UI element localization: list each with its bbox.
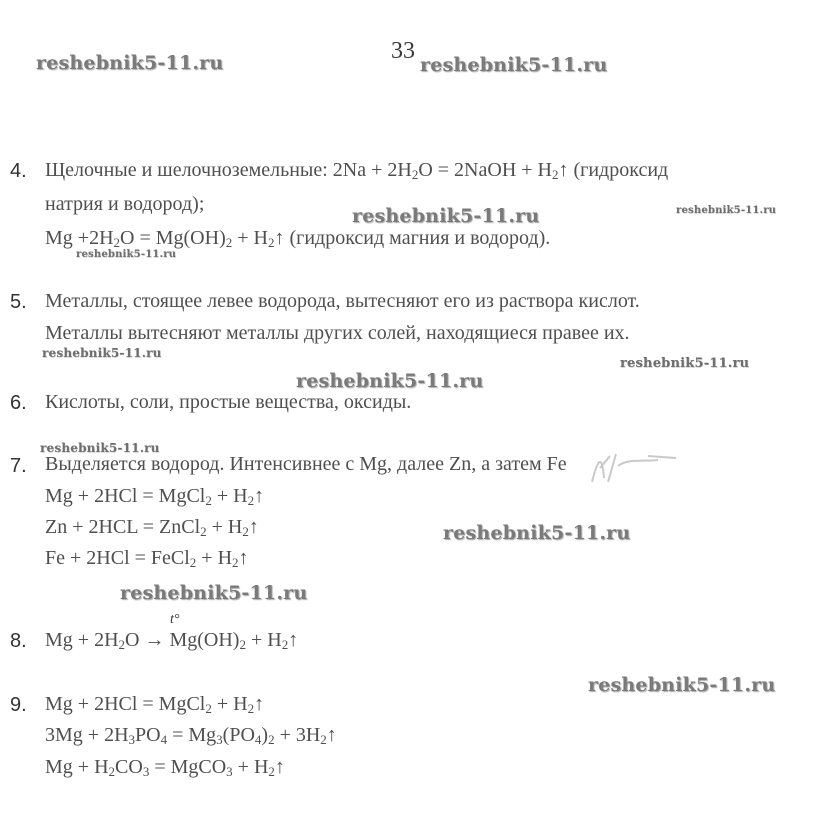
item-6-line-1: Кислоты, соли, простые вещества, оксиды. — [45, 391, 412, 413]
item-number-5: 5. — [10, 291, 27, 313]
watermark: reshebnik5-11.ru — [420, 54, 608, 76]
watermark: reshebnik5-11.ru — [588, 674, 776, 696]
watermark: reshebnik5-11.ru — [40, 441, 160, 455]
watermark: reshebnik5-11.ru — [620, 356, 750, 371]
watermark: reshebnik5-11.ru — [76, 249, 177, 260]
scribble-mark — [588, 448, 698, 488]
item-7-line-1: Выделяется водород. Интенсивнее с Mg, далее Zn, а затем Fe — [45, 453, 567, 475]
reaction-arrow: → — [144, 629, 165, 651]
item-7-line-3: Zn + 2HCL = ZnCl$_2$ + $H_2↑$ — [45, 516, 259, 539]
watermark: reshebnik5-11.ru — [352, 205, 540, 227]
item-number-4: 4. — [10, 160, 27, 182]
item-number-6: 6. — [10, 392, 27, 414]
item-7-line-2: Mg + 2HCl = MgCl$_2$ + $H_2↑$ — [45, 485, 265, 508]
item-5-line-1: Металлы, стоящее левее водорода, вытесняют его из раствора кислот. — [45, 290, 640, 312]
page-number: 33 — [391, 38, 415, 64]
item-7-line-4: Fe + 2HCl = FeCl$_2$ + $H_2↑$ — [45, 547, 249, 570]
item-number-7: 7. — [10, 455, 27, 477]
watermark: reshebnik5-11.ru — [676, 205, 777, 216]
item-9-line-1: Mg + 2HCl = MgCl$_2$ + $H_2↑$ — [45, 693, 265, 716]
item-4-line-2: натрия и водород); — [45, 193, 205, 215]
watermark: reshebnik5-11.ru — [443, 522, 631, 544]
item-9-line-3: $Mg + H_2CO_3$ = MgCO$_3$ + $H_2↑$ — [45, 756, 285, 779]
item-8-line-1: $Mg + 2H_2O \to Mg(OH)_2$ + $H_2↑$ — [45, 629, 299, 652]
watermark: reshebnik5-11.ru — [296, 370, 484, 392]
temperature-mark: t° — [170, 612, 180, 627]
item-number-9: 9. — [10, 694, 27, 716]
watermark: reshebnik5-11.ru — [42, 346, 162, 360]
watermark: reshebnik5-11.ru — [120, 582, 308, 604]
watermark: reshebnik5-11.ru — [36, 52, 224, 74]
item-4-line-3: $Mg +2H_2O = Mg(OH)_2$ + $H_2↑$ (гидроксид магния и водород). — [45, 227, 551, 250]
item-9-line-2: $3Mg + 2H_3PO_4 = Mg_3(PO_4)_2$ + $3H_2↑$ — [45, 724, 337, 747]
item-number-8: 8. — [10, 630, 27, 652]
item-4-line-1: Щелочные и шелочноземельные: $2Na + 2H_2O$ = 2NaOH + $H_2↑$ (гидроксид — [45, 159, 669, 182]
item-5-line-2: Металлы вытесняют металлы других солей, находящиеся правее их. — [45, 322, 630, 344]
